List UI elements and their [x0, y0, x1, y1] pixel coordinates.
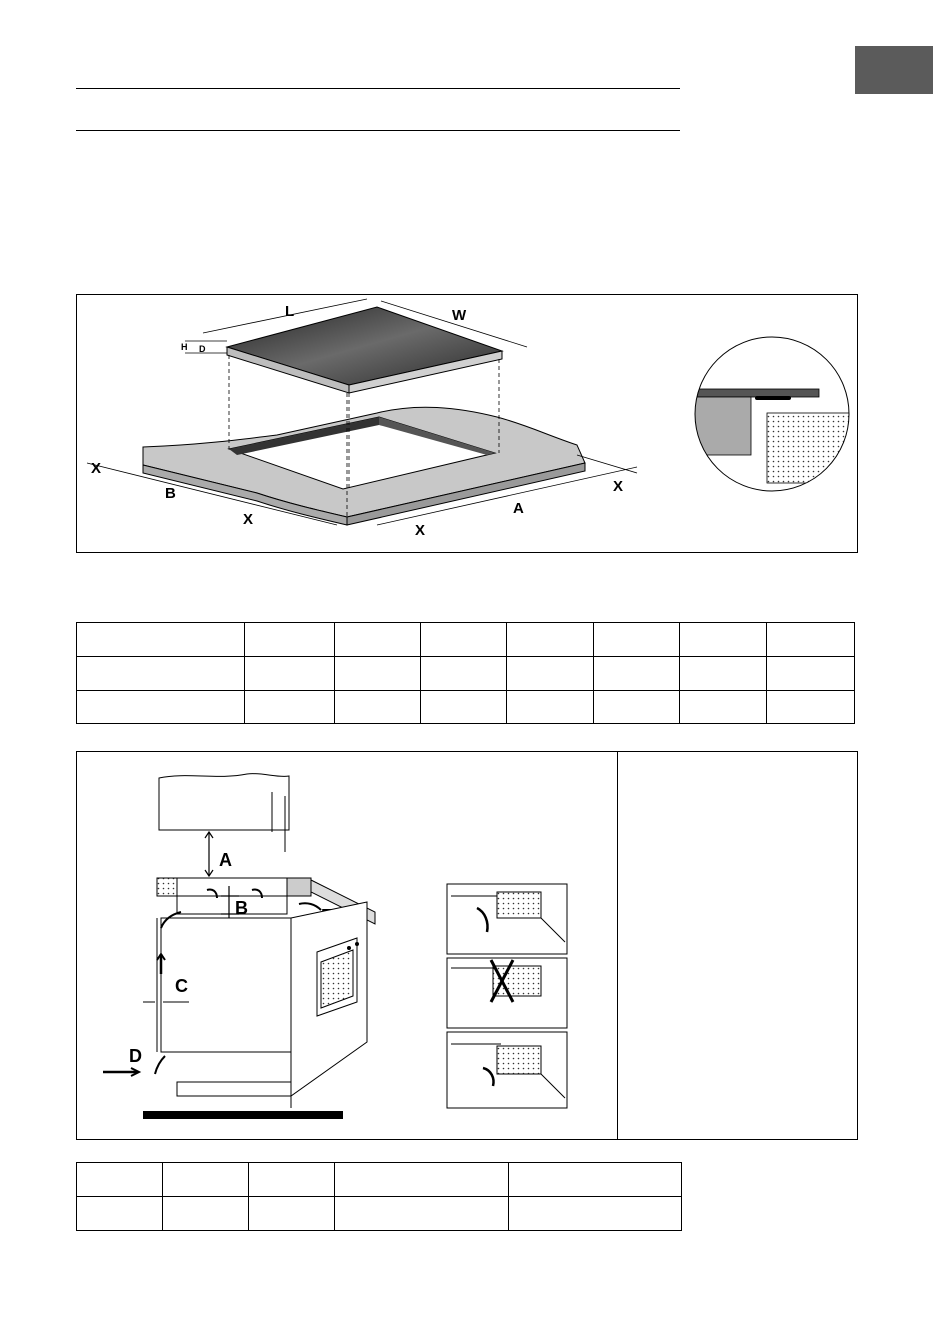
cutout-diagram	[77, 295, 857, 552]
label-D: D	[199, 344, 206, 354]
installation-detail-correct-2	[447, 1032, 567, 1108]
label-B: B	[235, 898, 248, 918]
label-C: C	[175, 976, 188, 996]
dimensions-table	[76, 622, 855, 724]
label-X-right: X	[613, 478, 624, 495]
label-D: D	[129, 1046, 142, 1066]
table-row	[77, 691, 855, 724]
clearances-table	[76, 1162, 682, 1231]
edge-detail-magnifier	[687, 335, 857, 495]
label-H: H	[181, 342, 188, 352]
label-L: L	[285, 303, 295, 320]
diagram-divider	[617, 752, 618, 1139]
installation-detail-correct-1	[447, 884, 567, 954]
table-row	[77, 1163, 682, 1197]
table-row	[77, 1197, 682, 1231]
label-A: A	[513, 500, 524, 517]
label-X-bottom: X	[415, 522, 426, 539]
table-row	[77, 623, 855, 657]
label-A: A	[219, 850, 232, 870]
table-row	[77, 657, 855, 691]
label-X-left: X	[91, 460, 102, 477]
language-tab	[855, 46, 933, 94]
label-W: W	[452, 307, 467, 324]
label-B: B	[165, 485, 176, 502]
header-rule-bottom	[76, 130, 680, 131]
cutout-diagram-frame	[76, 294, 858, 553]
header-rule-top	[76, 88, 680, 89]
wall-cabinet	[159, 774, 289, 830]
ventilation-diagram	[77, 752, 615, 1139]
label-X-bottom-left: X	[243, 511, 254, 528]
ventilation-diagram-frame	[76, 751, 858, 1140]
installation-detail-incorrect	[447, 958, 567, 1028]
